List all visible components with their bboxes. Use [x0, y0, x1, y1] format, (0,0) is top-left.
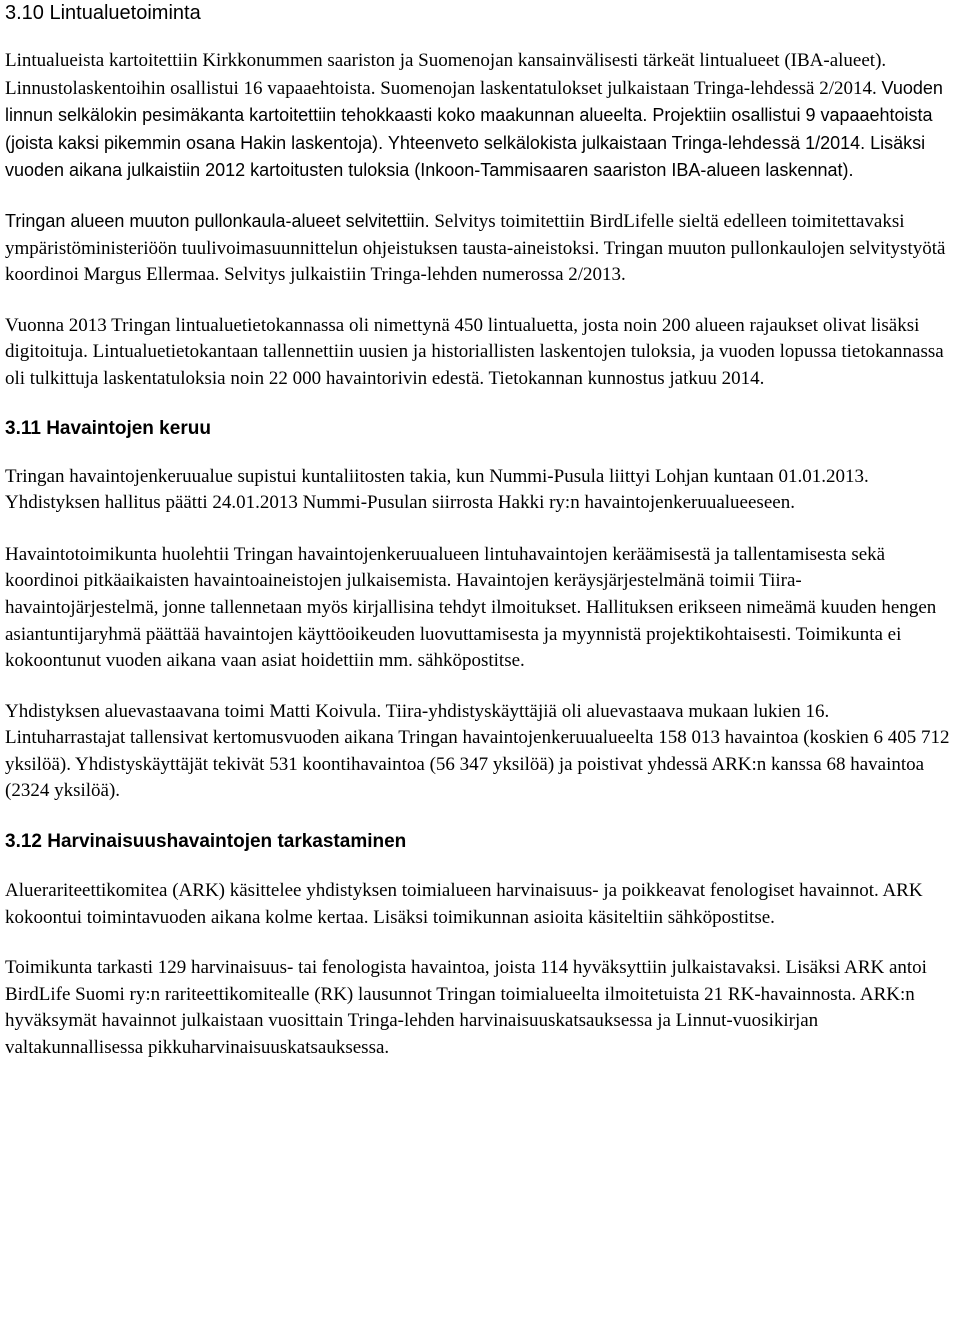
paragraph-havaintotoimikunta: Havaintotoimikunta huolehtii Tringan havaintojenkeruualueen lintuhavaintojen keräämisestä ja tallentamisesta sekä koordinoi pitkäaikaisten havaintoaineistojen julkaisemista. Havaintojen keräysjärjestelmänä toimii Tiira-havaintojärjestelmä, jonne tallennetaan myös kirjallisina tehdyt ilmoitukset. Hallituksen erikseen nimeämä kuuden hengen asiantuntijaryhmä päättää havaintojen käyttöoikeuden luovuttamisesta ja myynnistä projektikohtaisesti. Toimikunta ei kokoontunut vuoden aikana vaan asiat hoidettiin mm. sähköpostitse. — [5, 543, 937, 672]
paragraph-lintualueet — [5, 48, 952, 185]
paragraph-tarkastukset: Toimikunta tarkasti 129 harvinaisuus- tai fenologista havaintoa, joista 114 hyväksyttiin julkaistavaksi. Lisäksi ARK antoi BirdLife Suomi ry:n rariteettikomitealle (RK) lausunnot Tringan toimialueelta ilmoitetuista 21 RK-havainnosta. ARK:n hyväksymät havainnot julkaistaan vuosittain Tringa-lehden harvinaisuuskatsauksessa ja Linnut-vuosikirjan valtakunnallisessa pikkuharvinaisuuskatsauksessa. — [5, 957, 927, 1059]
section-heading-3-11: 3.11 Havaintojen keruu — [5, 417, 211, 439]
section-heading-3-12: 3.12 Harvinaisuushavaintojen tarkastaminen — [5, 831, 407, 853]
paragraph-text-serif: Lintualueista kartoitettiin Kirkkonummen saariston ja Suomenojan kansainvälisesti tärkeät lintualueet (IBA-alueet). Linnustolaskentoihin osallistui 16 vapaaehtoista. Suomenojan laskentatulokset julkaistaan Tringa-lehdessä 2/2014. — [5, 50, 887, 99]
paragraph-text-sans: Tringan alueen muuton pullonkaula-alueet selvitettiin. — [5, 210, 430, 231]
paragraph-text-sans: Vuoden linnun selkälokin pesimäkanta kartoitettiin tehokkaasti koko maakunnan alueelta. Projektiin osallistui 9 vapaaehtoista (joista kaksi pikemmin osana Hakin laskentoja). Yhteenveto selkälokista julkaistaan Tringa-lehdessä 1/2014. Lisäksi vuoden aikana julkaistiin 2012 kartoitusten tuloksia (Inkoon-Tammisaaren saariston IBA-alueen laskennat). — [5, 77, 943, 181]
paragraph-aluevastaava: Yhdistyksen aluevastaavana toimi Matti Koivula. Tiira-yhdistyskäyttäjiä oli aluevastaava mukaan lukien 16. Lintuharrastajat tallensivat kertomusvuoden aikana Tringan havaintojenkeruualueelta 158 013 havaintoa (koskien 6 405 712 yksilöä). Yhdistyskäyttäjät tekivät 531 koontihavaintoa (56 347 yksilöä) ja poistivat yhdessä ARK:n kanssa 68 havaintoa (2324 yksilöä). — [5, 700, 950, 802]
paragraph-ark: Aluerariteettikomitea (ARK) käsittelee yhdistyksen toimialueen harvinaisuus- ja poikkeavat fenologiset havainnot. ARK kokoontui toimintavuoden aikana kolme kertaa. Lisäksi toimikunnan asioita käsiteltiin sähköpostitse. — [5, 880, 923, 928]
paragraph-tietokanta: Vuonna 2013 Tringan lintualuetietokannassa oli nimettynä 450 lintualuetta, josta noin 200 alueen rajaukset olivat lisäksi digitoituja. Lintualuetietokantaan tallennettiin uusien ja historiallisten laskentojen tuloksia, ja vuoden lopussa tietokannassa oli tulkittuja laskentatuloksia noin 22 000 havaintorivin edestä. Tietokannan kunnostus jatkuu 2014. — [5, 314, 944, 389]
paragraph-keruualue: Tringan havaintojenkeruualue supistui kuntaliitosten takia, kun Nummi-Pusula liittyi Lohjan kuntaan 01.01.2013. Yhdistyksen hallitus päätti 24.01.2013 Nummi-Pusulan siirrosta Hakki ry:n havaintojenkeruualueeseen. — [5, 465, 869, 514]
section-heading-3-10: 3.10 Lintualuetoiminta — [5, 2, 201, 24]
paragraph-text-serif: Selvitys toimitettiin BirdLifelle sieltä edelleen toimitettavaksi ympäristöministeriöön tuulivoimasuunnittelun ohjeistuksen tausta-aineistoksi. Tringan muuton pullonkaulojen selvitystyötä koordinoi Margus Ellermaa. Selvitys julkaistiin Tringa-lehden numerossa 2/2013. — [5, 210, 946, 286]
paragraph-pullonkaula — [5, 208, 952, 289]
